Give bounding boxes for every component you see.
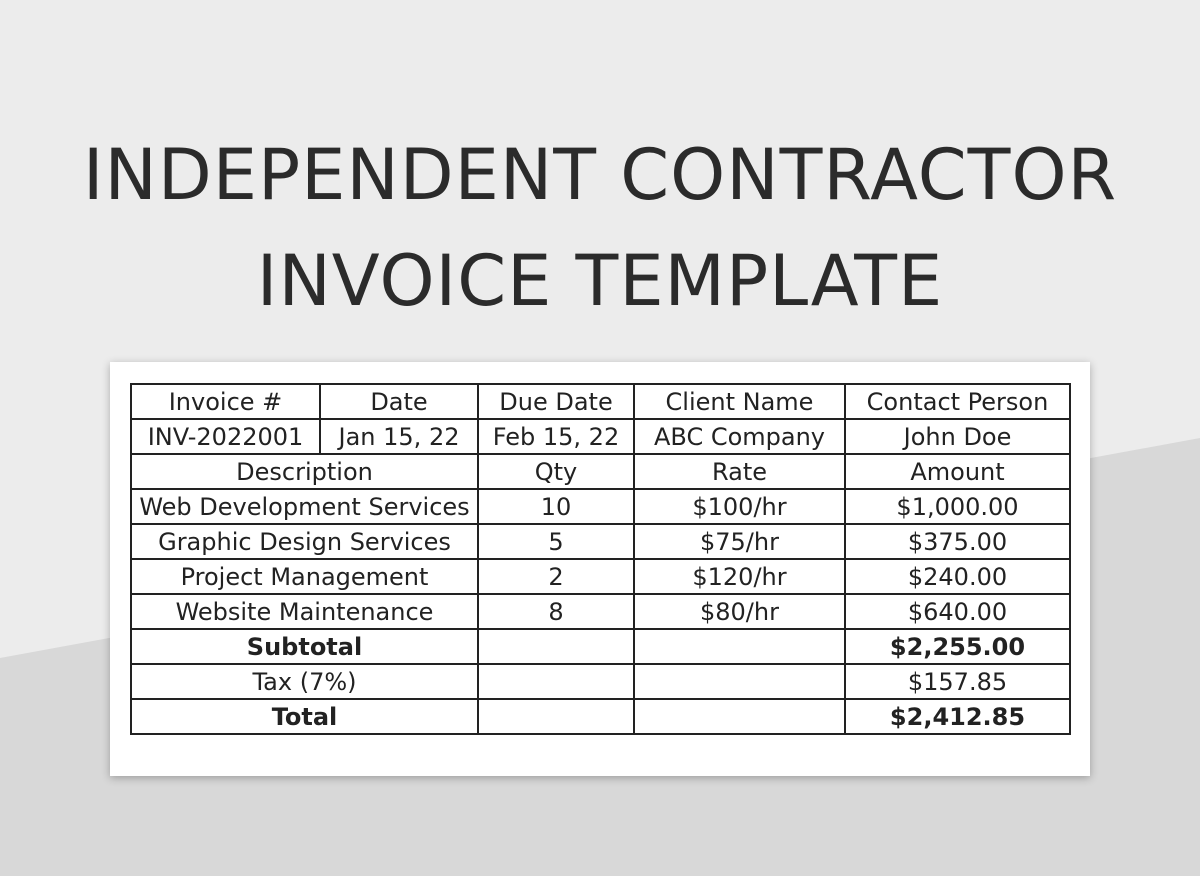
item-qty: 8 [478, 594, 634, 629]
empty-cell [634, 664, 845, 699]
item-description: Project Management [131, 559, 478, 594]
item-rate: $75/hr [634, 524, 845, 559]
item-description: Website Maintenance [131, 594, 478, 629]
tax-value: $157.85 [845, 664, 1070, 699]
empty-cell [478, 699, 634, 734]
empty-cell [634, 629, 845, 664]
table-row [131, 559, 1070, 594]
items-header-row [131, 454, 1070, 489]
item-rate: $100/hr [634, 489, 845, 524]
item-description: Web Development Services [131, 489, 478, 524]
total-label: Total [131, 699, 478, 734]
subtotal-label: Subtotal [131, 629, 478, 664]
invoice-number-value: INV-2022001 [131, 419, 320, 454]
amount-header: Amount [845, 454, 1070, 489]
item-amount: $1,000.00 [845, 489, 1070, 524]
item-description: Graphic Design Services [131, 524, 478, 559]
title-line-2: INVOICE TEMPLATE [256, 240, 944, 322]
subtotal-row [131, 629, 1070, 664]
item-rate: $120/hr [634, 559, 845, 594]
subtotal-value: $2,255.00 [845, 629, 1070, 664]
date-label: Date [320, 384, 478, 419]
due-date-label: Due Date [478, 384, 634, 419]
table-row [131, 489, 1070, 524]
title-line-1: INDEPENDENT CONTRACTOR [82, 134, 1118, 216]
rate-header: Rate [634, 454, 845, 489]
item-qty: 10 [478, 489, 634, 524]
invoice-table [130, 383, 1071, 735]
empty-cell [634, 699, 845, 734]
contact-person-value: John Doe [845, 419, 1070, 454]
page-title [0, 122, 1200, 334]
header-row [131, 384, 1070, 419]
total-row [131, 699, 1070, 734]
item-qty: 5 [478, 524, 634, 559]
total-value: $2,412.85 [845, 699, 1070, 734]
details-row [131, 419, 1070, 454]
description-header: Description [131, 454, 478, 489]
invoice-number-label: Invoice # [131, 384, 320, 419]
empty-cell [478, 664, 634, 699]
invoice-sheet [110, 362, 1090, 776]
tax-label: Tax (7%) [131, 664, 478, 699]
client-name-label: Client Name [634, 384, 845, 419]
contact-person-label: Contact Person [845, 384, 1070, 419]
item-rate: $80/hr [634, 594, 845, 629]
due-date-value: Feb 15, 22 [478, 419, 634, 454]
table-row [131, 524, 1070, 559]
qty-header: Qty [478, 454, 634, 489]
table-row [131, 594, 1070, 629]
client-name-value: ABC Company [634, 419, 845, 454]
item-amount: $240.00 [845, 559, 1070, 594]
tax-row [131, 664, 1070, 699]
item-amount: $375.00 [845, 524, 1070, 559]
date-value: Jan 15, 22 [320, 419, 478, 454]
item-amount: $640.00 [845, 594, 1070, 629]
item-qty: 2 [478, 559, 634, 594]
empty-cell [478, 629, 634, 664]
